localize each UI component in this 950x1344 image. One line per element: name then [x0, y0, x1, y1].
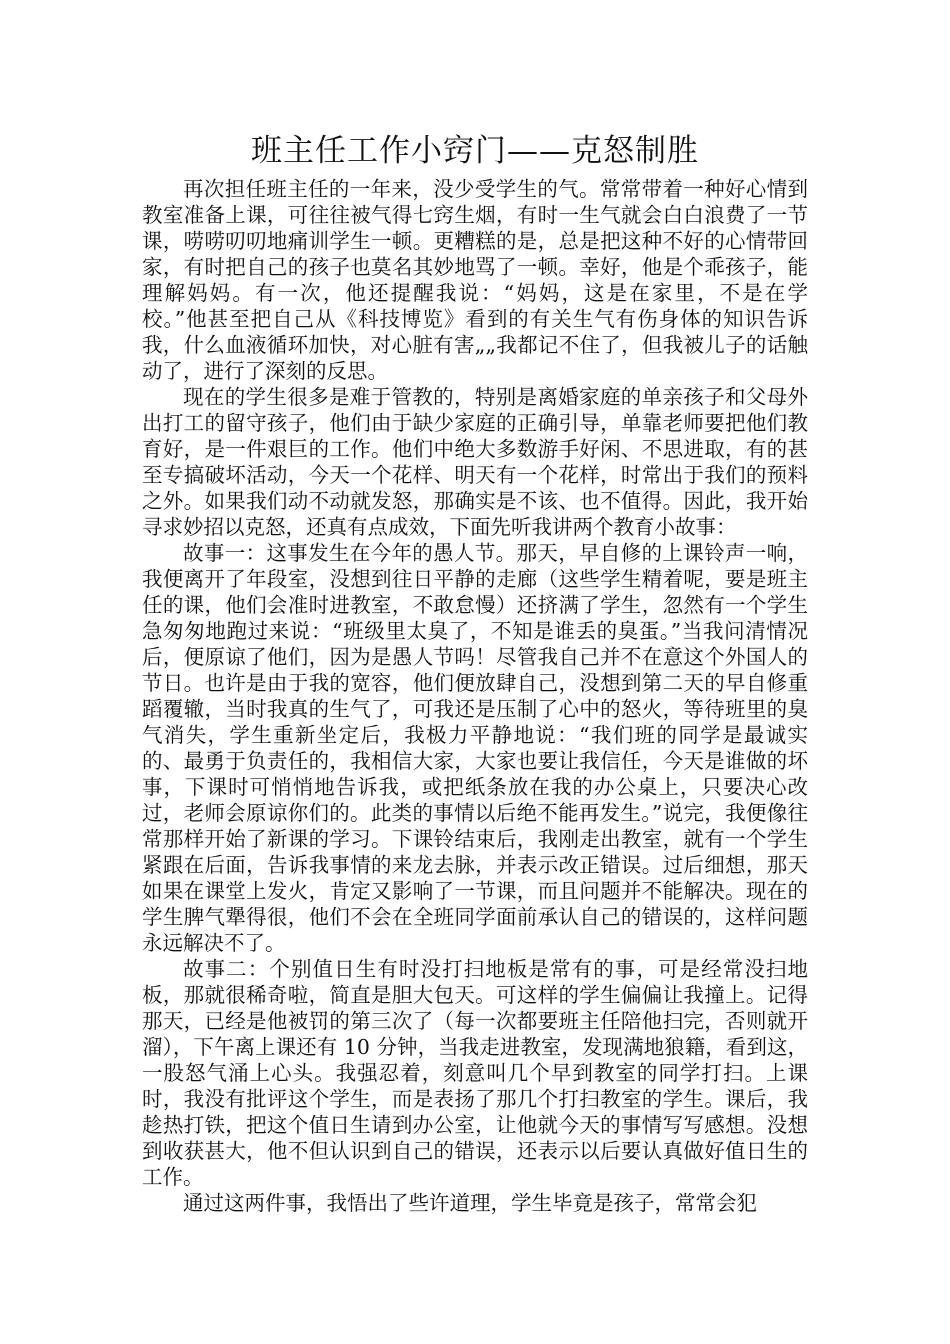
paragraph-2: 现在的学生很多是难于管教的，特别是离婚家庭的单亲孩子和父母外出打工的留守孩子，他们由于缺少家庭的正确引导，单靠老师要把他们教育好，是一件艰巨的工作。他们中绝大多数游手好闲、不思进取，有的甚至专搞破坏活动，今天一个花样、明天有一个花样，时常出于我们的预料之外。如果我们动不动就发怒，那确实是不该、也不值得。因此，我开始寻求妙招以克怒，还真有点成效，下面先听我讲两个教育小故事：	[142, 385, 808, 539]
document-page	[142, 130, 808, 1216]
document-title: 班主任工作小窍门——克怒制胜	[251, 133, 699, 169]
paragraph-4: 故事二：个别值日生有时没打扫地板是常有的事，可是经常没扫地板，那就很稀奇啦，简直是胆大包天。可这样的学生偏偏让我撞上。记得那天，已经是他被罚的第三次了（每一次都要班主任陪他扫完，否则就开溜），下午离上课还有 10 分钟，当我走进教室，发现满地狼籍，看到这，一股怒气涌上心头。我强忍着，刻意叫几个早到教室的同学打扫。上课时，我没有批评这个学生，而是表扬了那几个打扫教室的学生。课后，我趁热打铁，把这个值日生请到办公室，让他就今天的事情写写感想。没想到收获甚大，他不但认识到自己的错误，还表示以后要认真做好值日生的工作。	[142, 957, 808, 1189]
paragraph-1: 再次担任班主任的一年来，没少受学生的气。常常带着一种好心情到教室准备上课，可往往被气得七窍生烟，有时一生气就会白白浪费了一节课，唠唠叨叨地痛训学生一顿。更糟糕的是，总是把这种不好的心情带回家，有时把自己的孩子也莫名其妙地骂了一顿。幸好，他是个乖孩子，能理解妈妈。有一次，他还提醒我说：“妈妈，这是在家里，不是在学校。”他甚至把自己从《科技博览》看到的有关生气有伤身体的知识告诉我，什么血液循环加快，对心脏有害„„我都记不住了，但我被儿子的话触动了，进行了深刻的反思。	[142, 177, 808, 383]
paragraph-3: 故事一：这事发生在今年的愚人节。那天，早自修的上课铃声一响，我便离开了年段室，没想到往日平静的走廊（这些学生精着呢，要是班主任的课，他们会准时进教室，不敢怠慢）还挤满了学生，忽然有一个学生急匆匆地跑过来说：“班级里太臭了，不知是谁丢的臭蛋。”当我问清情况后，便原谅了他们，因为是愚人节吗！尽管我自己并不在意这个外国人的节日。也许是由于我的宽容，他们便放肆自己，没想到第二天的早自修重蹈覆辙，当时我真的生气了，可我还是压制了心中的怒火，等待班里的臭气消失，学生重新坐定后，我极力平静地说：“我们班的同学是最诚实的、最勇于负责任的，我相信大家，大家也要让我信任，今天是谁做的坏事，下课时可悄悄地告诉我，或把纸条放在我的办公桌上，只要决心改过，老师会原谅你们的。此类的事情以后绝不能再发生。”说完，我便像往常那样开始了新课的学习。下课铃结束后，我刚走出教室，就有一个学生紧跟在后面，告诉我事情的来龙去脉，并表示改正错误。过后细想，那天如果在课堂上发火，肯定又影响了一节课，而且问题并不能解决。现在的学生脾气犟得很，他们不会在全班同学面前承认自己的错误的，这样问题永远解决不了。	[142, 541, 808, 955]
paragraph-5: 通过这两件事，我悟出了些许道理，学生毕竟是孩子，常常会犯	[183, 1191, 757, 1215]
